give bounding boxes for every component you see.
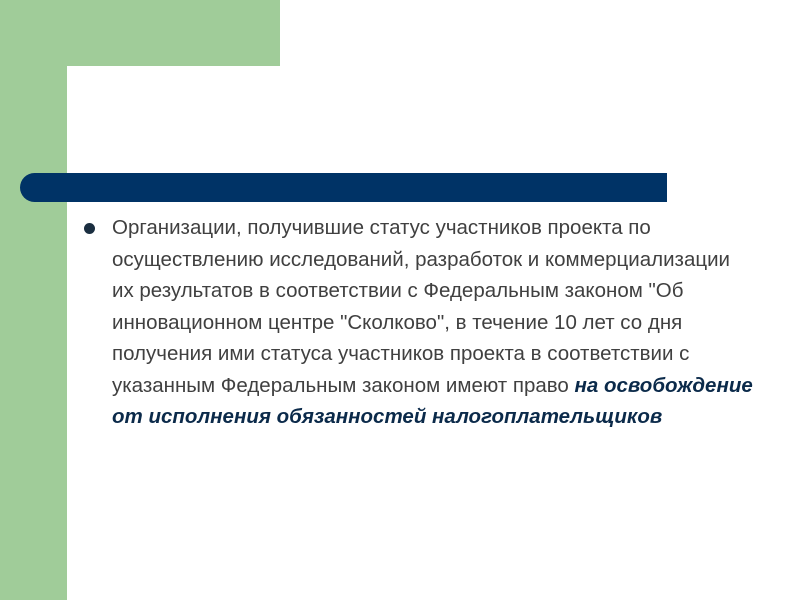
green-sidebar-band [0, 0, 67, 600]
slide-content [84, 212, 754, 433]
bullet-dot-icon [84, 223, 95, 234]
title-bar [20, 173, 667, 202]
green-top-band [0, 0, 280, 66]
bullet-text: Организации, получившие статус участников проекта по осуществлению исследований, разработок и коммерциализации их результатов в соответствии с Федеральным законом "Об инновационном центре "Сколково", в течение 10 лет со дня получения ими статуса участников проекта в соответствии с указанным Федеральным законом имеют право [112, 216, 730, 397]
bullet-emphasis: на освобождение от исполнения обязанностей налогоплательщиков [112, 373, 753, 428]
bullet-item [84, 212, 754, 433]
